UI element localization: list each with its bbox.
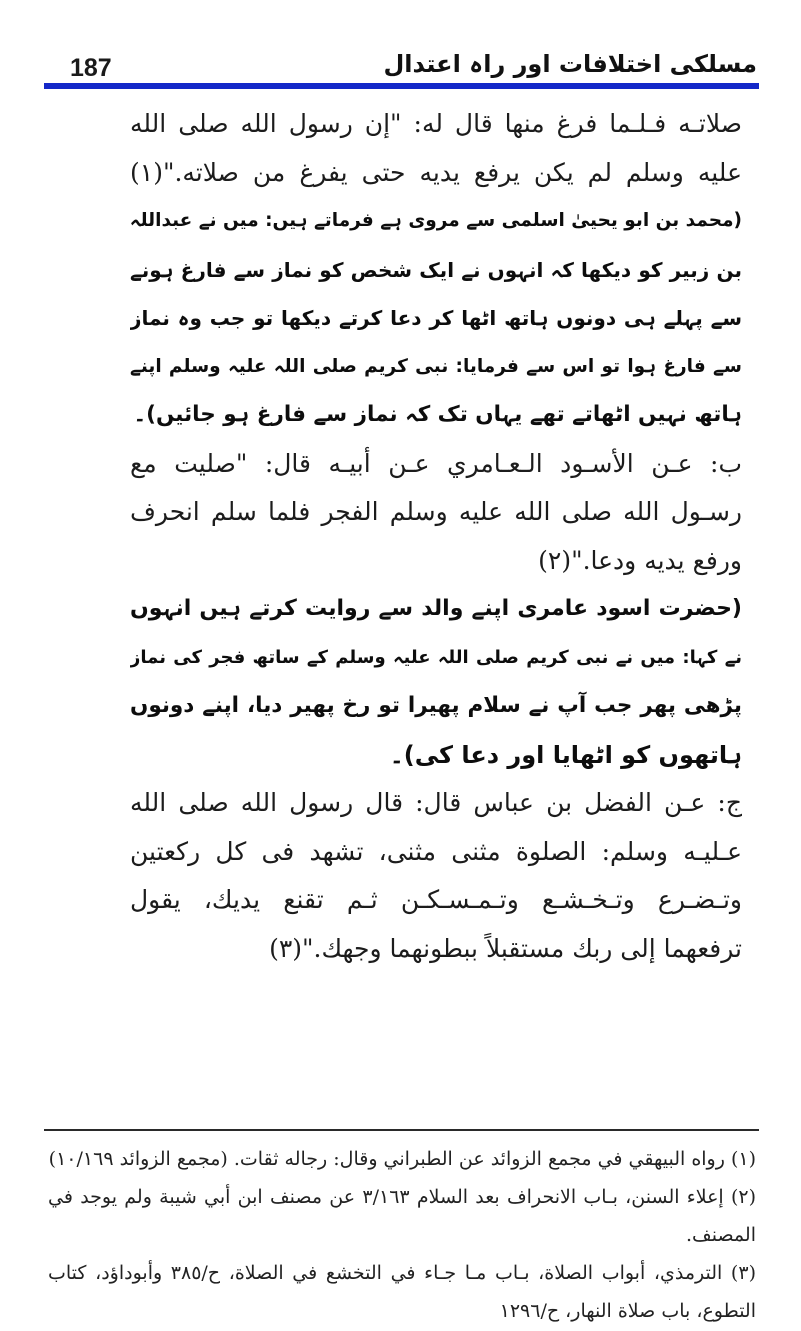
footnote-line: التطوع، باب صلاة النهار، ح/١٢٩٦ xyxy=(499,1300,756,1322)
text-line: وتـضـرع وتـخـشـع وتـمـسـكـن ثـم تقنع يديك، يقول xyxy=(130,885,742,914)
text-line: ہاتھوں کو اٹھایا اور دعا کی)۔ xyxy=(389,740,742,769)
text-line: بن زبیر کو دیکھا کہ انہوں نے ایک شخص کو نماز سے فارغ ہونے xyxy=(130,257,742,282)
text-line: پڑھی پھر جب آپ نے سلام پھیرا تو رخ پھیر دیا، اپنے دونوں xyxy=(130,693,742,718)
text-line: نے کہا: میں نے نبی کریم صلی اللہ علیہ وسلم کے ساتھ فجر کی نماز xyxy=(130,646,742,668)
footnote-line: (١) رواه البيهقي في مجمع الزوائد عن الطبراني وقال: رجاله ثقات. (مجمع الزوائد ١٠/١٦٩) xyxy=(48,1148,756,1170)
footnote-line: (٢) إعلاء السنن، بـاب الانحراف بعد السلام ٣/١٦٣ عن مصنف ابن أبي شيبة ولم يوجد في xyxy=(48,1186,756,1208)
footnote-line: (٣) الترمذي، أبواب الصلاة، بـاب مـا جـاء في التخشع في الصلاة، ح/٣٨٥ وأبوداؤد، كتاب xyxy=(48,1262,756,1284)
page-number: 187 xyxy=(70,54,112,82)
text-line: (محمد بن ابو یحییٰ اسلمی سے مروی ہے فرماتے ہیں: میں نے عبداللہ xyxy=(130,210,742,231)
text-line: ہاتھ نہیں اٹھاتے تھے یہاں تک کہ نماز سے فارغ ہو جائیں)۔ xyxy=(133,402,742,427)
text-line: سے فارغ ہوا تو اس سے فرمایا: نبی کریم صلی اللہ علیہ وسلم اپنے xyxy=(130,355,742,377)
text-line: (حضرت اسود عامری اپنے والد سے روایت کرتے ہیں انہوں xyxy=(130,596,742,621)
main-text xyxy=(130,100,742,973)
running-title: مسلکی اختلافات اور راہ اعتدال xyxy=(383,50,757,78)
text-line: ورفع يديه ودعا."(٢) xyxy=(538,545,742,575)
text-line: عـليـه وسلم: الصلوة مثنى مثنى، تشهد فى كل ركعتين xyxy=(130,836,742,866)
text-line: عليه وسلم لم يكن يرفع يديه حتى يفرغ من صلاته."(١) xyxy=(130,157,742,187)
text-line: ج: عـن الفضل بن عباس قال: قال رسول الله صلى الله xyxy=(130,788,742,817)
text-line: ب: عـن الأسـود الـعـامري عـن أبيـه قال: "صليت مع xyxy=(130,448,742,478)
footnotes xyxy=(48,1140,756,1330)
header-rule xyxy=(44,83,759,89)
text-line: رسـول الله صلى الله عليه وسلم الفجر فلما سلم انحرف xyxy=(130,497,742,526)
text-line: ترفعهما إلى ربك مستقبلاً ببطونهما وجهك."(٣) xyxy=(269,933,742,963)
text-line: سے پہلے ہی دونوں ہاتھ اٹھا کر دعا کرتے دیکھا تو جب وہ نماز xyxy=(130,306,742,330)
text-line: صلاتـه فـلـما فرغ منها قال له: "إن رسول الله صلى الله xyxy=(130,109,742,138)
footnote-line: المصنف. xyxy=(686,1224,756,1246)
footnote-rule xyxy=(44,1129,759,1131)
